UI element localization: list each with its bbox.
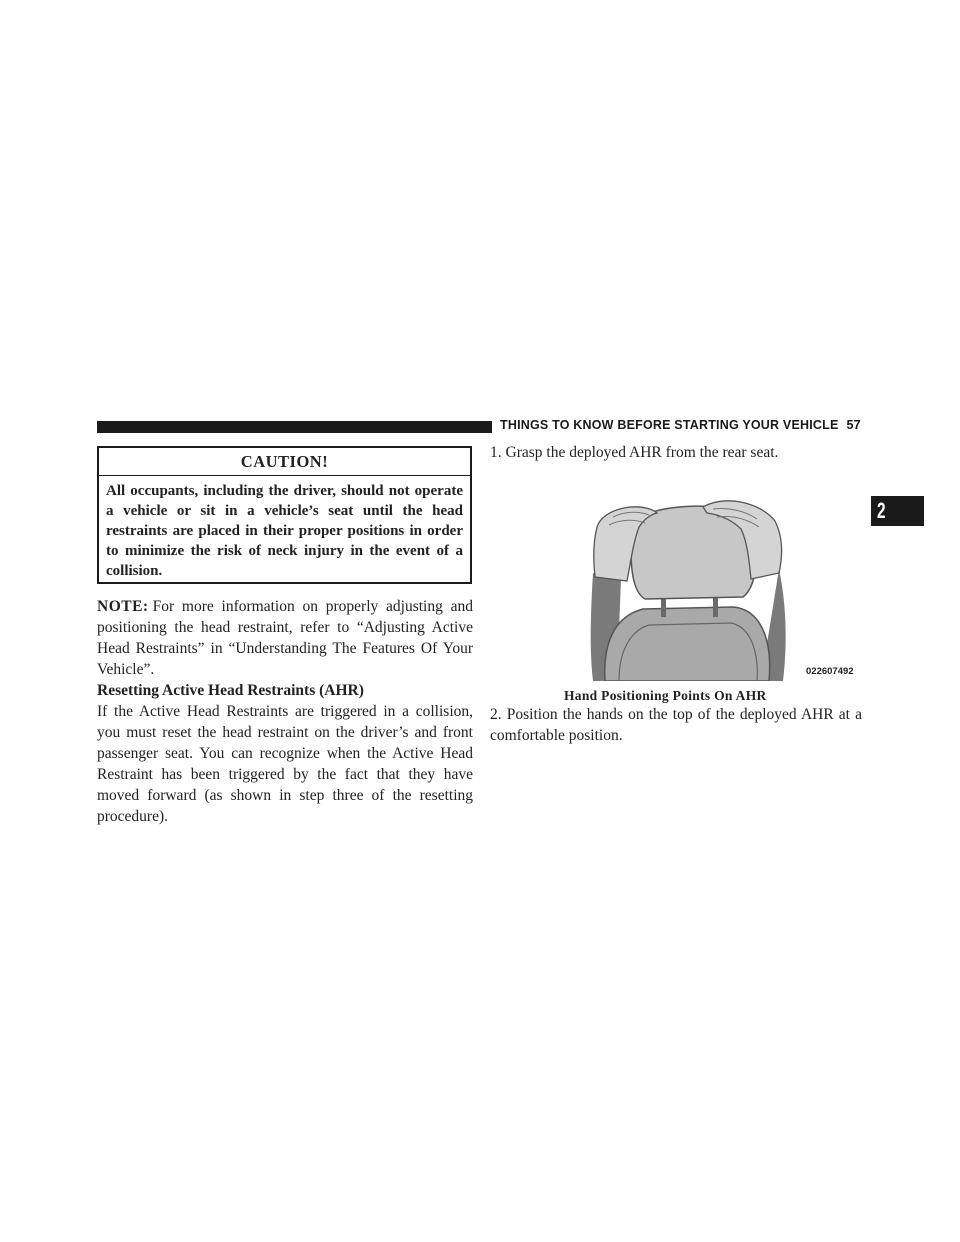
step-number: 2. (490, 706, 502, 723)
step-text: Position the hands on the top of the deployed AHR at a comfortable position. (490, 706, 863, 744)
step-number: 1. (490, 444, 502, 461)
chapter-number: 2 (877, 498, 886, 523)
section-title: THINGS TO KNOW BEFORE STARTING YOUR VEHICLE (500, 418, 839, 432)
step-text: Grasp the deployed AHR from the rear seat. (505, 444, 779, 461)
head-restraint-figure (583, 497, 863, 681)
step-2 (490, 704, 862, 746)
header-bar (97, 421, 492, 433)
note-paragraph (97, 596, 473, 680)
section-heading: Resetting Active Head Restraints (AHR) (97, 682, 364, 699)
step-1 (490, 442, 862, 463)
resetting-paragraph: If the Active Head Restraints are triggered in a collision, you must reset the head restraint on the driver’s and front passenger seat. You can recognize when the Active Head Restraint has been triggered by the fact that they have moved forward (as shown in step three of the resetting procedure). (97, 703, 473, 825)
seat-back (605, 607, 770, 681)
caution-title: CAUTION! (240, 452, 329, 471)
caution-divider (99, 475, 470, 476)
figure-caption: Hand Positioning Points On AHR (564, 688, 767, 703)
figure-code: 022607492 (806, 666, 854, 677)
page-number: 57 (846, 418, 861, 432)
caution-box (97, 446, 472, 584)
caution-text: All occupants, including the driver, should not operate a vehicle or sit in a vehicle’s seat until the head restraints are placed in their proper positions in order to minimize the risk of neck injury in the event of a collision. (106, 483, 463, 579)
note-label: NOTE: (97, 598, 149, 615)
chapter-tab (871, 496, 924, 526)
head-restraint-illustration (583, 497, 863, 681)
running-header (500, 418, 861, 432)
note-text: For more information on properly adjusting and positioning the head restraint, refer to “Adjusting Active Head Restraints” in “Understanding The Features Of Your Vehicle”. (97, 598, 473, 678)
